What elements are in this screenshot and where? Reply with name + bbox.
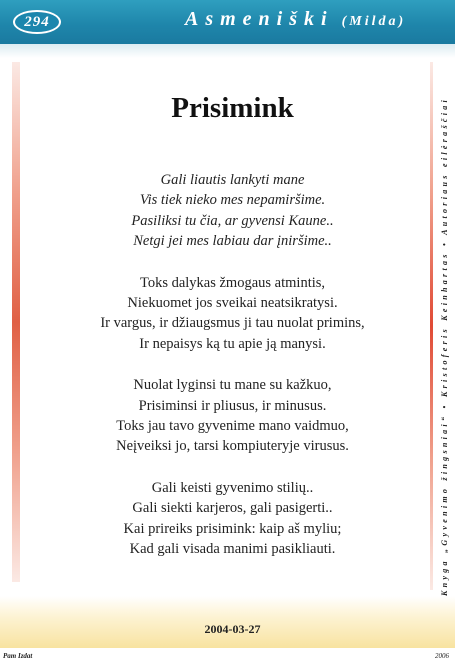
poem-title: Prisimink [171, 92, 294, 124]
publisher-note: Pam Izdat [3, 652, 33, 660]
year-note: 2006 [435, 652, 449, 660]
page-number-badge [13, 10, 61, 34]
poem-line: Kad gali visada manimi pasikliauti. [129, 541, 336, 558]
poem-stanza [0, 170, 455, 252]
poem-date: 2004-03-27 [204, 622, 261, 636]
header-title-text: Asmeniški [185, 8, 334, 30]
poem-line: Nuolat lyginsi tu mane su kažkuo, [133, 377, 332, 394]
poem-stanza [0, 273, 455, 355]
poem-line: Toks jau tavo gyvenime mano vaidmuo, [116, 418, 349, 435]
poem-line: Niekuomet jos sveikai neatsikratysi. [127, 295, 338, 312]
poem-line: Gali keisti gyvenimo stilių.. [151, 479, 314, 496]
poem-line: Kai prireiks prisimink: kaip aš myliu; [123, 520, 342, 537]
header-fade [0, 44, 455, 58]
poem-stanza [0, 375, 455, 457]
poem-stanza [0, 478, 455, 560]
poem-line: Gali siekti karjeros, gali pasigerti.. [132, 500, 333, 517]
poem-line: Neįveiksi jo, tarsi kompiuteryje virusus. [116, 438, 349, 455]
page-header [0, 0, 455, 44]
poem-line: Ir vargus, ir džiaugsmus ji tau nuolat primins, [100, 315, 365, 332]
poem-line: Pasiliksi tu čia, ar gyvensi Kaune.. [131, 212, 334, 229]
poem-line: Ir nepaisys ką tu apie ją manysi. [139, 335, 326, 352]
poem-body [0, 170, 455, 581]
page-number: 294 [24, 13, 50, 30]
poem-line: Toks dalykas žmogaus atmintis, [139, 274, 326, 291]
poem-line: Prisiminsi ir pliusus, ir minusus. [138, 397, 327, 414]
header-subtitle: (Milda) [341, 14, 407, 29]
header-title [185, 8, 406, 31]
vertical-side-text: Knyga „Gyvenimo žingsniai“ • Kristoferis Keinhartas • Autoriaus eilėraščiai [440, 96, 449, 596]
poem-line: Vis tiek nieko mes nepamiršime. [139, 192, 326, 209]
poem-line: Netgi jei mes labiau dar įniršime.. [133, 233, 332, 250]
poem-line: Gali liautis lankyti mane [160, 172, 305, 188]
